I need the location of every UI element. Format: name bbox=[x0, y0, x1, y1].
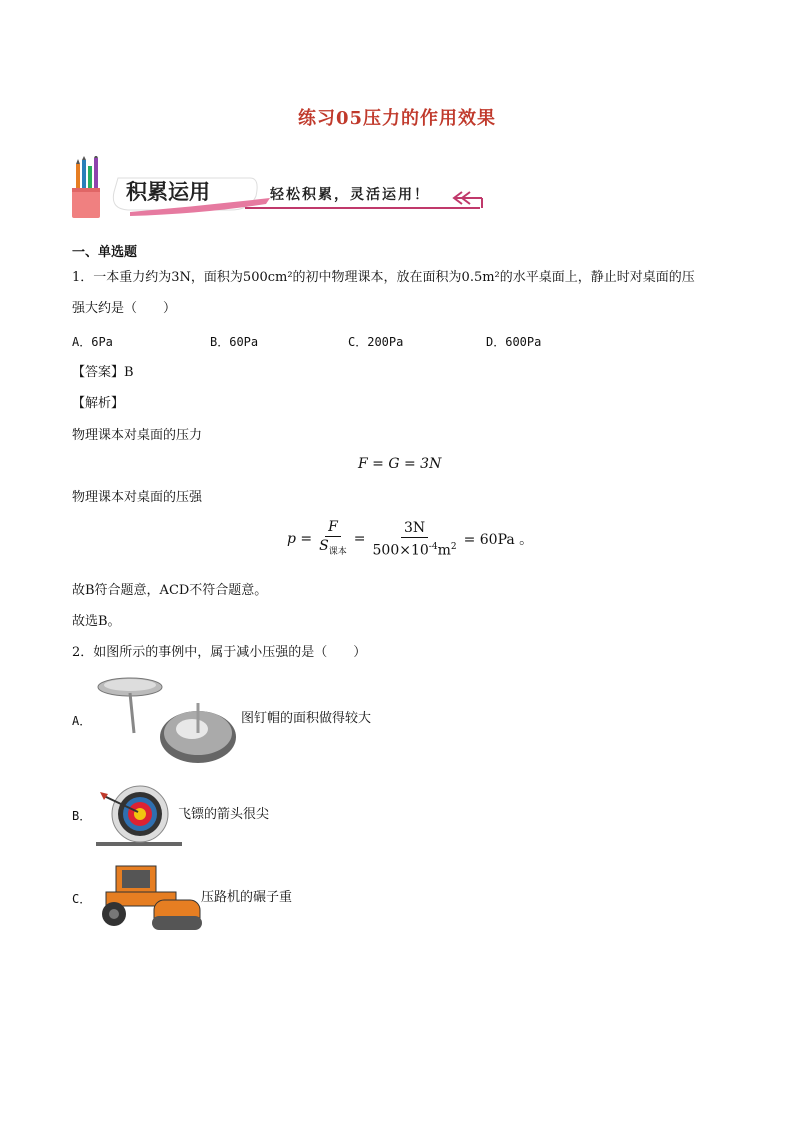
q2-option-c-text: 压路机的碾子重 bbox=[201, 890, 293, 905]
q1-stem-line1: 1．一本重力约为3N，面积为500cm²的初中物理课本，放在面积为0.5m²的水平桌面上，静止时对桌面的压 bbox=[72, 270, 695, 285]
q1-line-pressure: 物理课本对桌面的压强 bbox=[72, 490, 203, 505]
page-title: 练习05压力的作用效果 bbox=[297, 108, 497, 129]
fraction-numerator-3n: 3N bbox=[401, 519, 428, 538]
area-exponent: -4 bbox=[428, 542, 438, 553]
formula-p: p = bbox=[287, 531, 313, 548]
thumbtack-image bbox=[94, 673, 244, 765]
q2-option-a-label: A． bbox=[72, 714, 92, 728]
road-roller-image bbox=[96, 862, 204, 934]
q2-option-b-text: 飞镖的箭头很尖 bbox=[178, 807, 270, 822]
area-unit: m bbox=[437, 542, 451, 559]
q1-formula-force: F = G = 3N bbox=[358, 456, 442, 472]
q1-option-b: B．60Pa bbox=[210, 335, 259, 349]
q2-option-a-text: 图钉帽的面积做得较大 bbox=[241, 711, 372, 726]
q2-stem: 2．如图所示的事例中，属于减小压强的是（ ） bbox=[72, 645, 367, 660]
section-heading: 一、单选题 bbox=[72, 245, 138, 260]
q1-stem-line2: 强大约是（ ） bbox=[72, 301, 177, 316]
fraction-numerator-f: F bbox=[325, 518, 341, 537]
q1-line-force: 物理课本对桌面的压力 bbox=[72, 428, 203, 443]
q2-option-b-label: B． bbox=[72, 809, 92, 823]
banner-slogan: 轻松积累，灵活运用！ bbox=[270, 187, 430, 203]
q1-answer: 【答案】B bbox=[72, 365, 134, 380]
formula-equals: = bbox=[353, 531, 366, 548]
formula-result: = 60Pa 。 bbox=[463, 532, 534, 549]
q1-conclusion1: 故B符合题意，ACD不符合题意。 bbox=[72, 583, 268, 598]
q1-conclusion2: 故选B。 bbox=[72, 614, 121, 629]
q1-option-d: D．600Pa bbox=[486, 335, 542, 349]
q2-option-c-label: C． bbox=[72, 892, 92, 906]
q1-formula-pressure bbox=[287, 518, 533, 561]
q1-analysis-label: 【解析】 bbox=[72, 396, 125, 411]
q1-option-c: C．200Pa bbox=[348, 335, 404, 349]
fraction-denominator-s: S bbox=[319, 538, 329, 554]
dartboard-image bbox=[96, 784, 182, 848]
q1-option-a: A．6Pa bbox=[72, 335, 113, 349]
fraction-3n-over-area bbox=[370, 519, 460, 560]
area-unit-exponent: 2 bbox=[450, 542, 457, 553]
fraction-f-over-s bbox=[316, 518, 350, 561]
s-subscript: 课本 bbox=[328, 546, 347, 557]
area-value: 500×10 bbox=[372, 542, 429, 559]
section-banner bbox=[70, 156, 490, 220]
banner-badge: 积累运用 bbox=[126, 180, 210, 204]
